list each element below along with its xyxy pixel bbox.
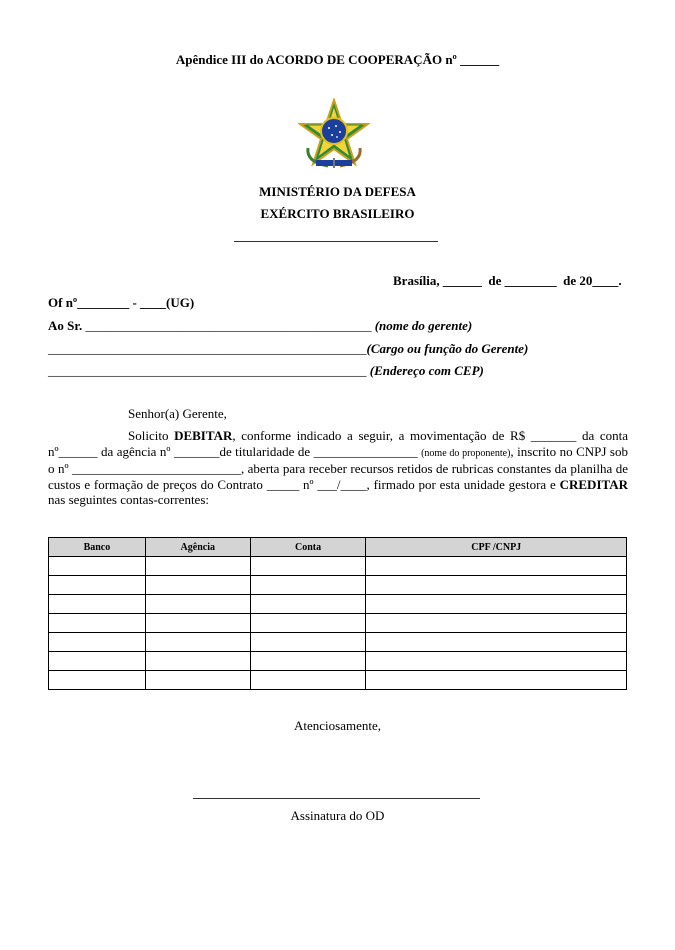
addressee-blank: ____________________________________________ bbox=[82, 318, 375, 333]
address-line bbox=[48, 363, 484, 379]
table-cell bbox=[145, 633, 250, 652]
table-row bbox=[49, 576, 627, 595]
table-header-row bbox=[49, 538, 627, 557]
para-text-4: nas seguintes contas-correntes: bbox=[48, 492, 210, 507]
table-cell bbox=[250, 652, 366, 671]
request-paragraph bbox=[48, 428, 628, 508]
addressee-hint: (nome do gerente) bbox=[374, 318, 473, 333]
debit-keyword: DEBITAR bbox=[174, 428, 233, 443]
table-row bbox=[49, 671, 627, 690]
table-cell bbox=[366, 576, 627, 595]
column-header-cpf-cnpj: CPF /CNPJ bbox=[366, 538, 627, 557]
table-cell bbox=[145, 576, 250, 595]
proponent-hint: (nome do proponente) bbox=[421, 447, 511, 459]
table-cell bbox=[145, 652, 250, 671]
table-cell bbox=[250, 557, 366, 576]
table-cell bbox=[366, 652, 627, 671]
table-cell bbox=[366, 633, 627, 652]
addressee-line bbox=[48, 318, 472, 334]
table-cell bbox=[49, 557, 146, 576]
table-cell bbox=[366, 614, 627, 633]
table-cell bbox=[49, 576, 146, 595]
document-title: Apêndice III do ACORDO DE COOPERAÇÃO nº ______ bbox=[175, 52, 500, 67]
table-cell bbox=[49, 633, 146, 652]
signature-line bbox=[193, 798, 480, 799]
date-line: Brasília, ______ de ________ de 20____. bbox=[393, 273, 622, 288]
table-cell bbox=[366, 557, 627, 576]
table-cell bbox=[366, 595, 627, 614]
table-cell bbox=[49, 595, 146, 614]
table-row bbox=[49, 633, 627, 652]
table-cell bbox=[49, 652, 146, 671]
table-cell bbox=[250, 595, 366, 614]
table-row bbox=[49, 652, 627, 671]
column-header-agencia: Agência bbox=[145, 538, 250, 557]
table-cell bbox=[250, 671, 366, 690]
address-blank: _________________________________________________ bbox=[48, 363, 370, 378]
addressee-label: Ao Sr. bbox=[48, 318, 83, 333]
branch-name: EXÉRCITO BRASILEIRO bbox=[260, 206, 415, 221]
credit-keyword: CREDITAR bbox=[559, 476, 628, 492]
table-cell bbox=[250, 633, 366, 652]
table-cell bbox=[366, 671, 627, 690]
cargo-hint: (Cargo ou função do Gerente) bbox=[366, 341, 529, 356]
accounts-table bbox=[48, 537, 627, 690]
cargo-blank: _________________________________________________ bbox=[48, 341, 367, 356]
column-header-conta: Conta bbox=[250, 538, 366, 557]
closing-text: Atenciosamente, bbox=[294, 718, 381, 733]
table-cell bbox=[145, 557, 250, 576]
table-cell bbox=[145, 614, 250, 633]
table-row bbox=[49, 557, 627, 576]
para-text-2: , conforme indicado a seguir, a movimentação de R$ _______ da conta nº______ da agência nº _______de titularidade de ________________ bbox=[48, 428, 628, 459]
table-cell bbox=[49, 614, 146, 633]
table-cell bbox=[250, 576, 366, 595]
signature-caption: Assinatura do OD bbox=[290, 808, 385, 823]
greeting: Senhor(a) Gerente, bbox=[128, 406, 227, 421]
para-text-1: Solicito bbox=[128, 428, 175, 443]
table-cell bbox=[145, 595, 250, 614]
para-text-3: , inscrito no CNPJ sob o nº __________________________, aberta para receber recursos retidos de rubricas constantes da planilha de custos e formação de preços do Contrato _____ nº ___/____, firmado por esta unidade gestora e bbox=[48, 443, 628, 492]
oficio-number-line: Of nº________ - ____(UG) bbox=[48, 295, 195, 310]
table-cell bbox=[49, 671, 146, 690]
table-row bbox=[49, 614, 627, 633]
cargo-line bbox=[48, 341, 528, 357]
table-row bbox=[49, 595, 627, 614]
header-divider bbox=[234, 241, 438, 242]
ministry-name: MINISTÉRIO DA DEFESA bbox=[259, 184, 416, 199]
address-hint: (Endereço com CEP) bbox=[369, 363, 484, 378]
column-header-banco: Banco bbox=[49, 538, 146, 557]
table-cell bbox=[250, 614, 366, 633]
table-cell bbox=[145, 671, 250, 690]
coat-of-arms-icon bbox=[298, 98, 370, 170]
